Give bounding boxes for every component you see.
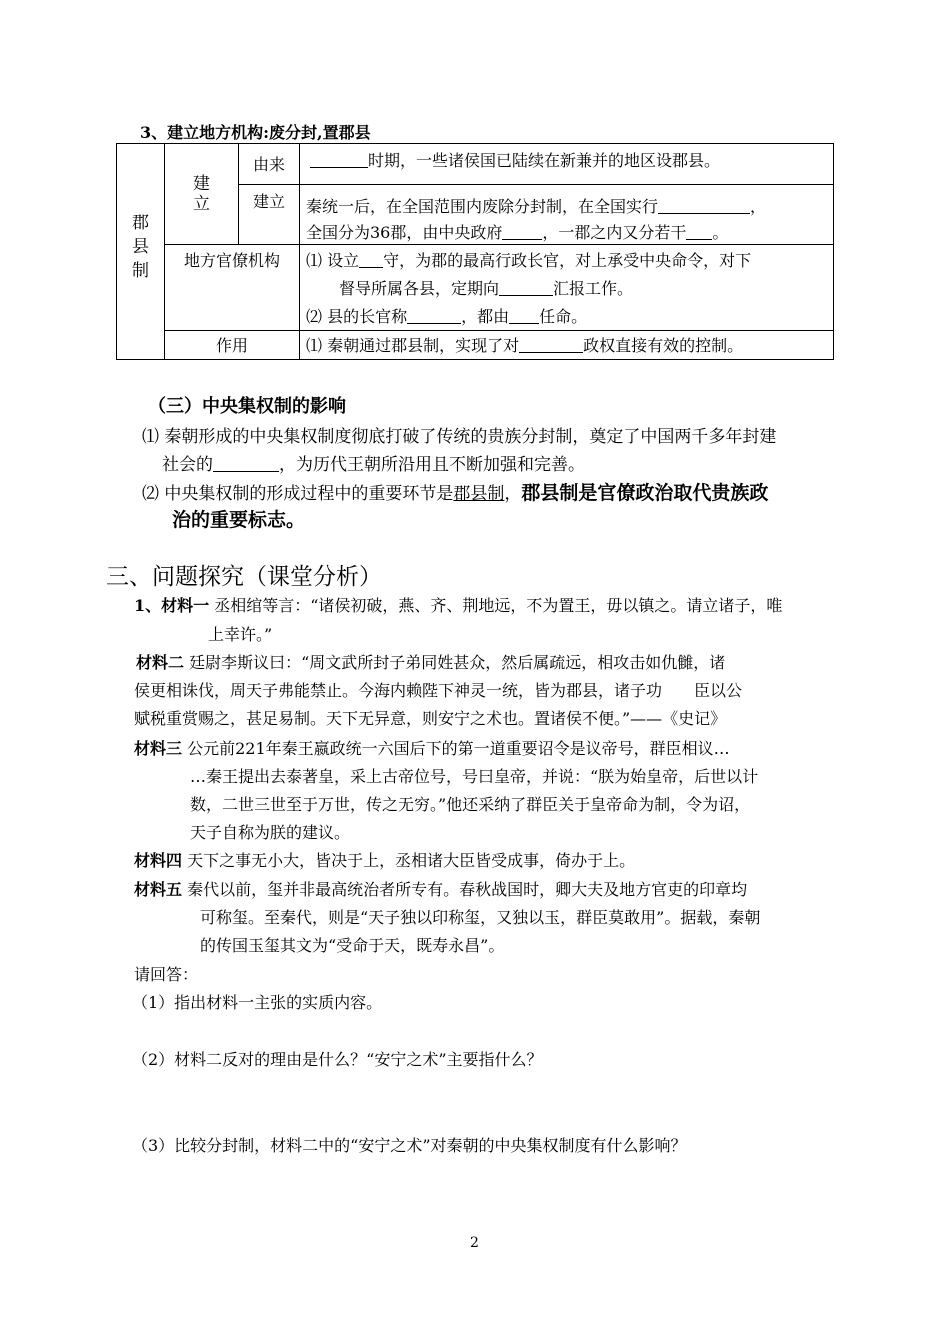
- influence-p2-line1: ⑵ 中央集权制的形成过程中的重要环节是郡县制，郡县制是官僚政治取代贵族政: [142, 482, 769, 504]
- material-3-line1: 材料三 公元前221年秦王嬴政统一六国后下的第一道重要诏令是议帝号，群臣相议…: [134, 739, 730, 758]
- influence-p1-line1: ⑴ 秦朝形成的中央集权制度彻底打破了传统的贵族分封制，奠定了中国两千多年封建: [142, 427, 777, 447]
- material-4-line1: 材料四 天下之事无小大，皆决于上，丞相诸大臣皆受成事，倚办于上。: [134, 851, 636, 870]
- label-function: 作用: [215, 336, 248, 355]
- label-origin: 由来: [252, 155, 285, 174]
- material-3-line4: 天子自称为朕的建议。: [190, 823, 351, 842]
- material-5-line3: 的传国玉玺其文为“受命于天，既寿永昌”。: [200, 936, 505, 955]
- influence-p2-line2: 治的重要标志。: [172, 509, 306, 531]
- page-number: 2: [470, 1235, 479, 1251]
- material-5-line2: 可称玺。至秦代，则是“天子独以印称玺，又独以玉，群臣莫敢用”。据载，秦朝: [200, 908, 761, 927]
- material-3-line3: 数，二世三世至于万世，传之无穷。”他还采纳了群臣关于皇帝命为制，令为诏，: [190, 795, 751, 814]
- question-3: （3）比较分封制，材料二中的“安宁之术”对秦朝的中央集权制度有什么影响？: [132, 1136, 687, 1155]
- label-establish-row: 建立: [252, 192, 285, 211]
- answer-prompt: 请回答：: [134, 965, 199, 984]
- material-2-line3: 赋税重赏赐之，甚足易制。天下无异意，则安宁之术也。置诸侯不便。”——《史记》: [134, 709, 727, 728]
- local-officials-line-2: 督导所属各县，定期向 汇报工作。: [339, 279, 634, 298]
- label-local-officials: 地方官僚机构: [183, 251, 280, 270]
- table-label-establish: 建 立: [193, 174, 210, 214]
- part3-title: 三、问题探究（课堂分析）: [106, 564, 382, 590]
- question-2: （2）材料二反对的理由是什么？“安宁之术”主要指什么？: [132, 1050, 543, 1069]
- material-1-line1: 1、材料一 丞相绾等言：“诸侯初破，燕、齐、荆地远，不为置王，毋以镇之。请立诸子，唯: [134, 596, 783, 615]
- material-5-line1: 材料五 秦代以前，玺并非最高统治者所专有。春秋战国时，卿大夫及地方官吏的印章均: [134, 880, 748, 899]
- material-1-line2: 上幸许。”: [208, 625, 273, 644]
- question-1: （1）指出材料一主张的实质内容。: [132, 993, 383, 1012]
- material-2-line2: 侯更相诛伐，周天子弗能禁止。今海内赖陛下神灵一统，皆为郡县，诸子功 臣以公: [134, 681, 743, 700]
- origin-text: 时期，一些诸侯国已陆续在新兼并的地区设郡县。: [310, 150, 720, 172]
- material-3-line2: …秦王提出去泰著皇，采上古帝位号，号曰皇帝，并说：“朕为始皇帝，后世以计: [190, 767, 759, 786]
- local-officials-line-3: ⑵ 县的长官称 ，都由 任命。: [306, 307, 588, 326]
- local-officials-line-1: ⑴ 设立 守，为郡的最高行政长官，对上承受中央命令，对下: [306, 251, 752, 270]
- material-2-line1: 材料二 廷尉李斯议曰：“周文武所封子弟同姓甚众，然后属疏远，相攻击如仇雠，诸: [136, 653, 726, 672]
- section3-title: 3、建立地方机构:废分封,置郡县: [140, 123, 371, 142]
- establish-line-1: 秦统一后，在全国范围内废除分封制，在全国实行 ，: [306, 197, 767, 216]
- influence-title: （三）中央集权制的影响: [148, 396, 346, 417]
- influence-p1-line2: 社会的 ，为历代王朝所沿用且不断加强和完善。: [162, 455, 585, 475]
- establish-line-2: 全国分为36郡，由中央政府 ，一郡之内又分若干 。: [306, 223, 729, 242]
- function-text: ⑴ 秦朝通过郡县制，实现了对 政权直接有效的控制。: [306, 336, 744, 355]
- table-label-county-system: 郡 县 制: [132, 213, 149, 281]
